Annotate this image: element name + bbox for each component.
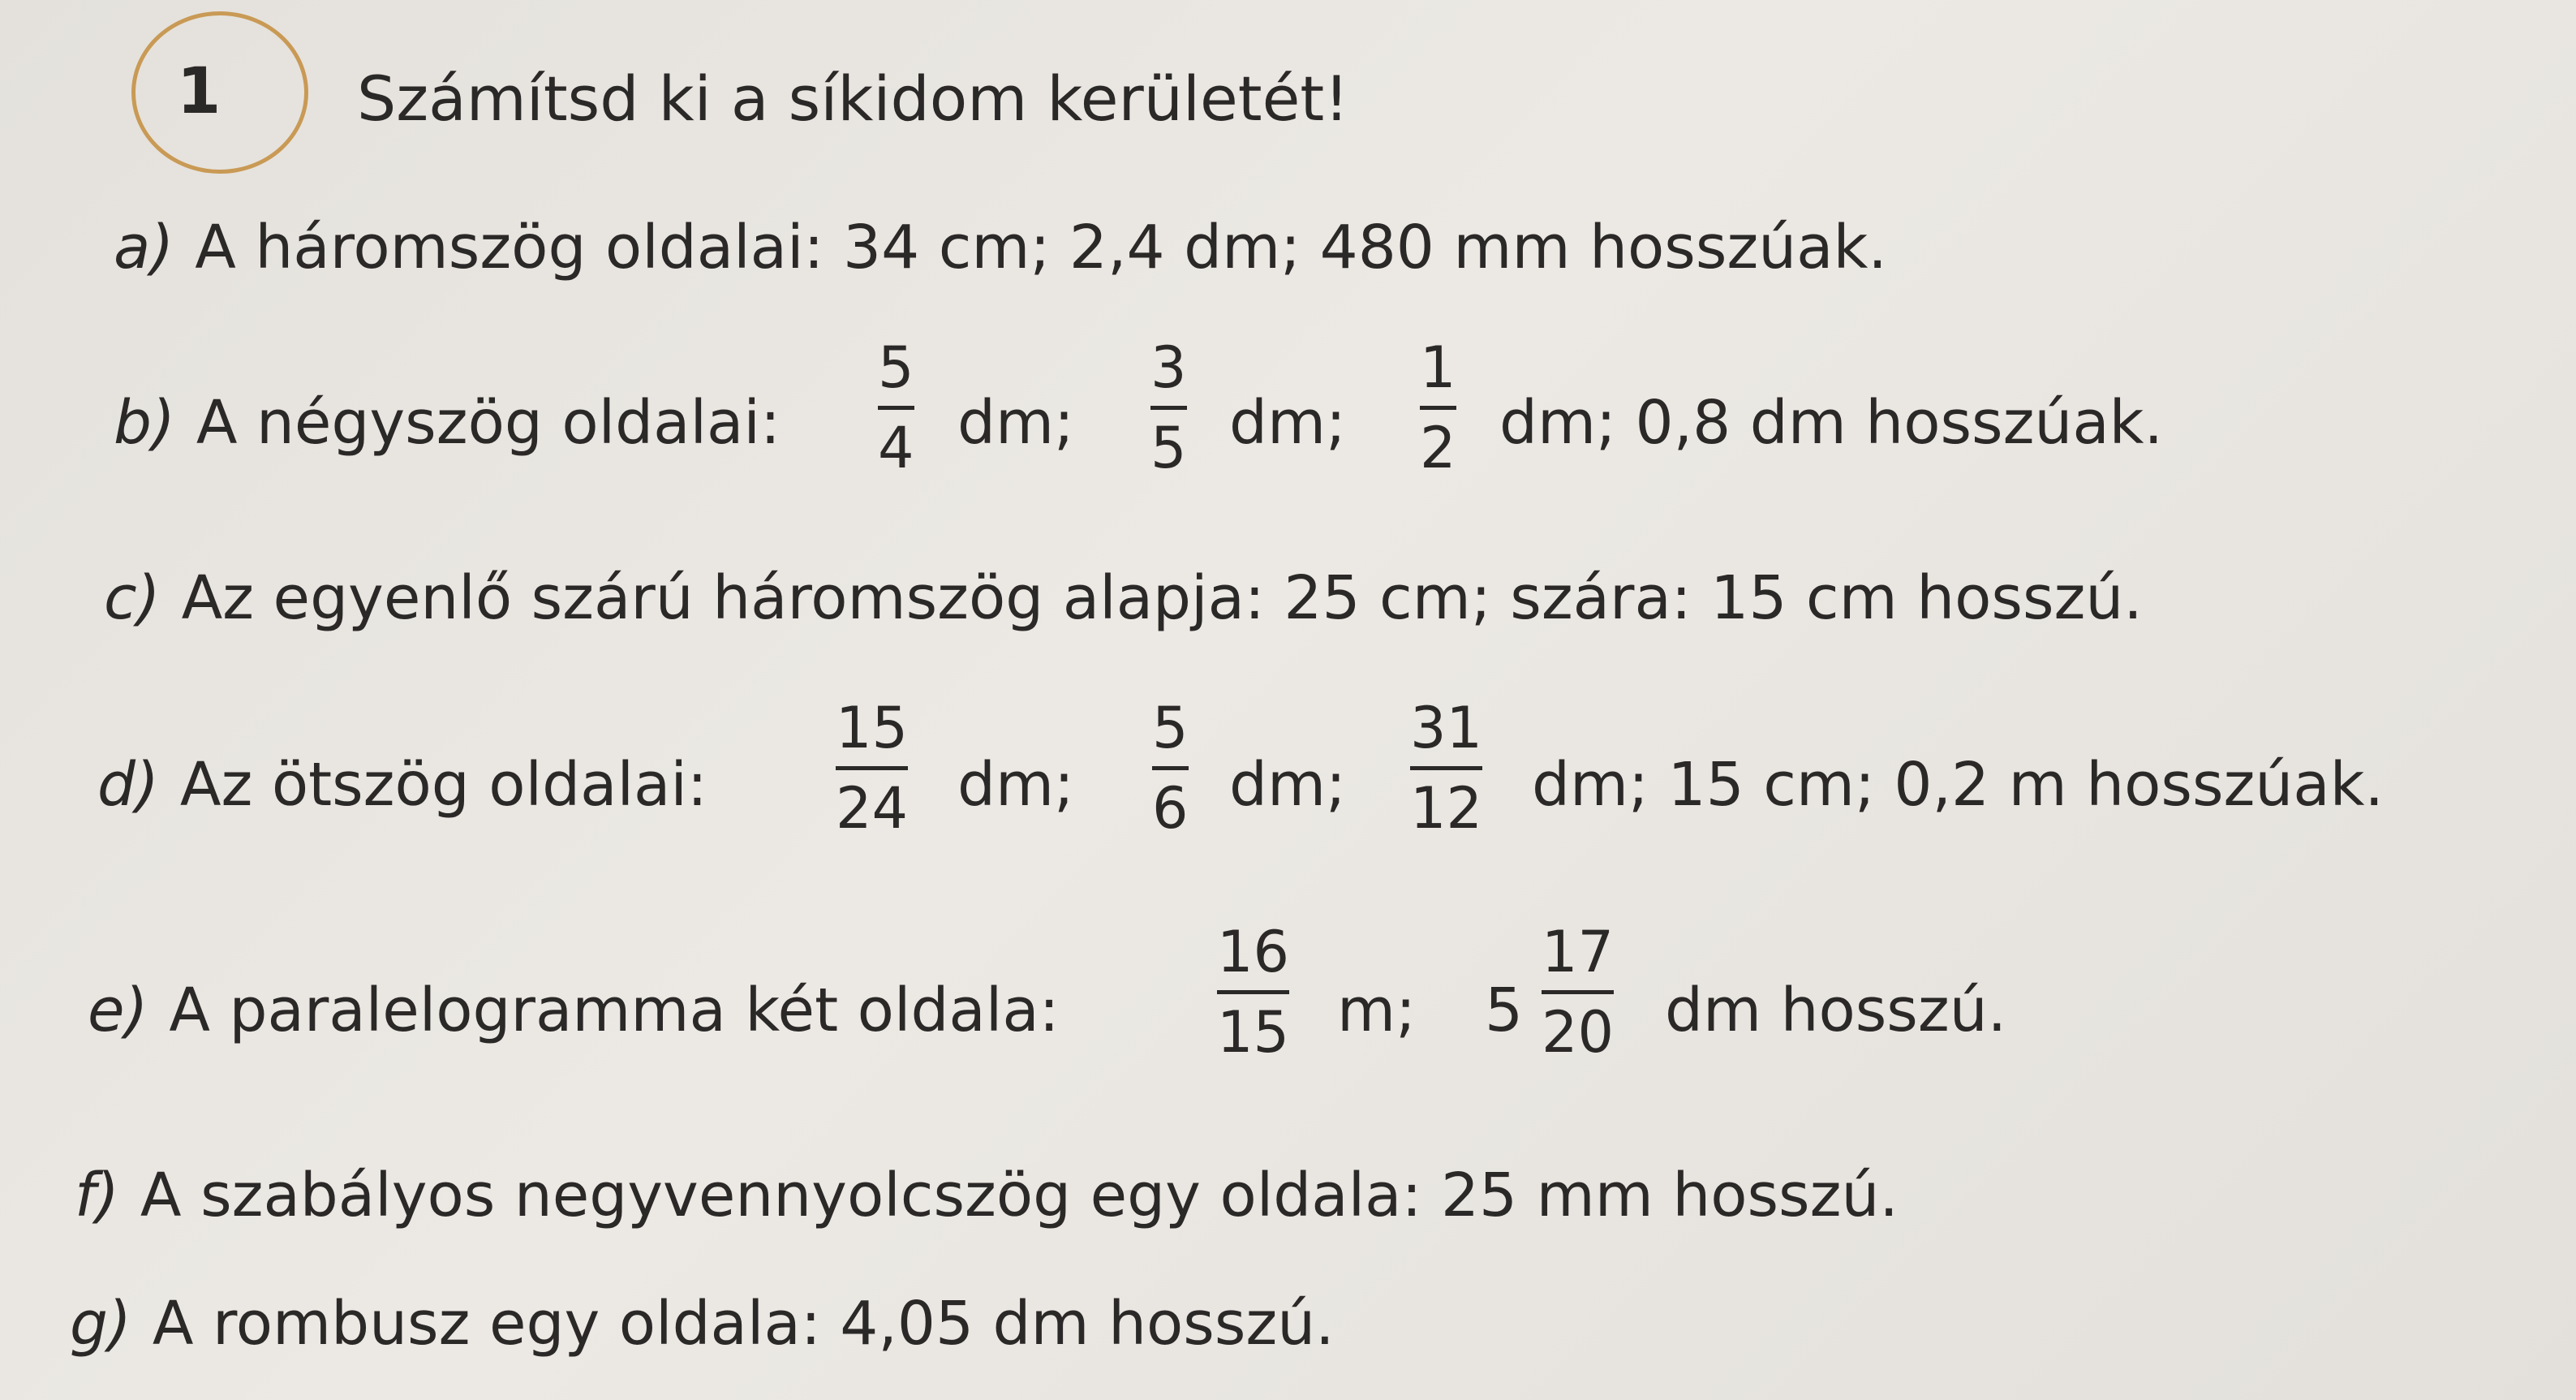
exercise-title: Számítsd ki a síkidom kerületét!	[357, 62, 1349, 135]
fraction-denominator: 2	[1420, 415, 1456, 481]
fraction-numerator: 3	[1150, 334, 1187, 401]
item-b-letter: b)	[114, 388, 175, 458]
fraction-numerator: 5	[878, 334, 914, 401]
item-b-unit-2: dm;	[1229, 388, 1346, 458]
fraction-denominator: 5	[1150, 415, 1187, 481]
item-e-fraction-1	[1217, 919, 1290, 1066]
item-e-letter: e)	[88, 976, 148, 1045]
fraction-denominator: 20	[1542, 999, 1615, 1066]
item-a-text: A háromszög oldalai: 34 cm; 2,4 dm; 480 mm hosszúak.	[195, 213, 1887, 282]
item-e	[88, 976, 1060, 1045]
item-d-fraction-1	[836, 695, 909, 842]
item-d-letter: d)	[97, 750, 159, 820]
item-a	[114, 213, 1887, 282]
item-d	[97, 750, 707, 820]
item-c-text: Az egyenlő szárú háromszög alapja: 25 cm; szára: 15 cm hosszú.	[181, 563, 2143, 633]
fraction-denominator: 12	[1410, 775, 1483, 842]
item-c-letter: c)	[104, 563, 161, 633]
fraction-numerator: 31	[1410, 695, 1483, 761]
item-e-lead: A paralelogramma két oldala:	[169, 976, 1060, 1045]
item-g-text: A rombusz egy oldala: 4,05 dm hosszú.	[152, 1289, 1335, 1359]
item-b	[114, 388, 781, 458]
item-e-tail: dm hosszú.	[1665, 976, 2007, 1045]
item-b-lead: A négyszög oldalai:	[196, 388, 781, 458]
item-f-text: A szabályos negyvennyolcszög egy oldala: 25 mm hosszú.	[140, 1161, 1899, 1230]
item-d-fraction-3	[1410, 695, 1483, 842]
item-f	[75, 1161, 1899, 1230]
fraction-denominator: 24	[836, 775, 909, 842]
item-c	[104, 563, 2143, 633]
fraction-denominator: 6	[1152, 775, 1189, 842]
fraction-numerator: 5	[1152, 695, 1189, 761]
item-b-fraction-2	[1150, 334, 1187, 481]
item-d-unit-1: dm;	[957, 750, 1074, 820]
item-b-tail: dm; 0,8 dm hosszúak.	[1499, 388, 2164, 458]
item-a-letter: a)	[114, 213, 174, 282]
item-b-fraction-3	[1420, 334, 1456, 481]
item-e-whole-number: 5	[1485, 976, 1524, 1045]
item-f-letter: f)	[75, 1161, 119, 1230]
fraction-numerator: 17	[1542, 919, 1615, 985]
item-d-tail: dm; 15 cm; 0,2 m hosszúak.	[1532, 750, 2384, 820]
fraction-numerator: 15	[836, 695, 909, 761]
fraction-denominator: 4	[878, 415, 914, 481]
fraction-numerator: 16	[1217, 919, 1290, 985]
fraction-denominator: 15	[1217, 999, 1290, 1066]
item-b-unit-1: dm;	[957, 388, 1074, 458]
item-g	[70, 1289, 1335, 1359]
item-d-lead: Az ötszög oldalai:	[179, 750, 707, 820]
item-e-fraction-2	[1542, 919, 1615, 1066]
item-d-fraction-2	[1152, 695, 1189, 842]
fraction-numerator: 1	[1420, 334, 1456, 401]
item-e-unit-1: m;	[1337, 976, 1417, 1045]
item-b-fraction-1	[878, 334, 914, 481]
exercise-number: 1	[177, 55, 221, 128]
item-d-unit-2: dm;	[1229, 750, 1346, 820]
item-g-letter: g)	[70, 1289, 131, 1359]
